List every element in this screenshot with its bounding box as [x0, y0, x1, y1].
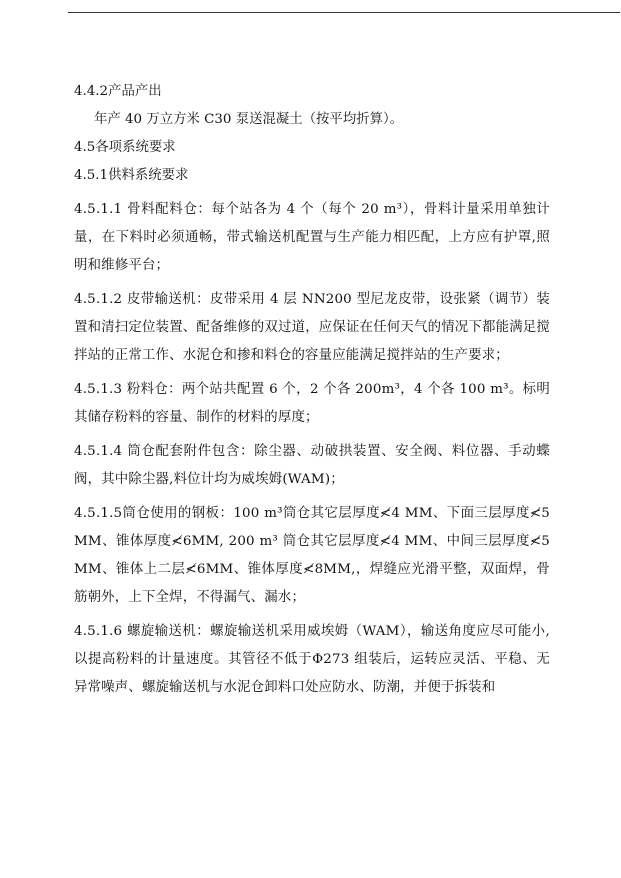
document-body: [74, 78, 550, 702]
paragraph-silo-accessories: 4.5.1.4 筒仓配套附件包含：除尘器、动破拱装置、安全阀、料位器、手动蝶阀，其中除尘器,料位计均为威埃姆(WAM)；: [74, 444, 550, 487]
paragraph-screw-conveyor: 4.5.1.6 螺旋输送机：螺旋输送机采用威埃姆（WAM），输送角度应尽可能小,以提高粉料的计量速度。其管径不低于Φ273 组装后，运转应灵活、平稳、无异常噪声、螺旋输送机与水泥仓卸料口处应防水、防潮，并便于拆装和: [74, 624, 550, 695]
paragraph-powder-silo: 4.5.1.3 粉料仓：两个站共配置 6 个，2 个各 200m³，4 个各 100 m³。标明其储存粉料的容量、制作的材料的厚度；: [74, 382, 550, 425]
paragraph-belt-conveyor: 4.5.1.2 皮带输送机：皮带采用 4 层 NN200 型尼龙皮带，设张紧（调节）装置和清扫定位装置、配备维修的双过道，应保证在任何天气的情况下都能满足搅拌站的正常工作、水泥仓和掺和料仓的容量应能满足搅拌站的生产要求；: [74, 292, 550, 363]
product-output-line: 年产 40 万立方米 C30 泵送混凝土（按平均折算）。: [94, 112, 404, 127]
header-rule: [68, 12, 620, 13]
paragraph-silo-steel-plate: 4.5.1.5筒仓使用的钢板：100 m³筒仓其它层厚度≮4 MM、下面三层厚度≮5 MM、锥体厚度≮6MM, 200 m³ 筒仓其它层厚度≮4 MM、中间三层厚度≮5 MM、锥体上二层≮6MM、锥体厚度≮8MM,，焊缝应光滑平整，双面焊，骨筋朝外，上下全焊，不得漏气、漏水；: [74, 506, 550, 605]
section-heading-4-4-2: 4.4.2产品产出: [74, 84, 162, 99]
section-heading-4-5: 4.5各项系统要求: [74, 140, 176, 155]
section-heading-4-5-1: 4.5.1供料系统要求: [74, 168, 189, 183]
paragraph-aggregate-bins: 4.5.1.1 骨料配料仓：每个站各为 4 个（每个 20 m³），骨料计量采用单独计量，在下料时必须通畅，带式输送机配置与生产能力相匹配，上方应有护罩,照明和维修平台；: [74, 202, 550, 273]
